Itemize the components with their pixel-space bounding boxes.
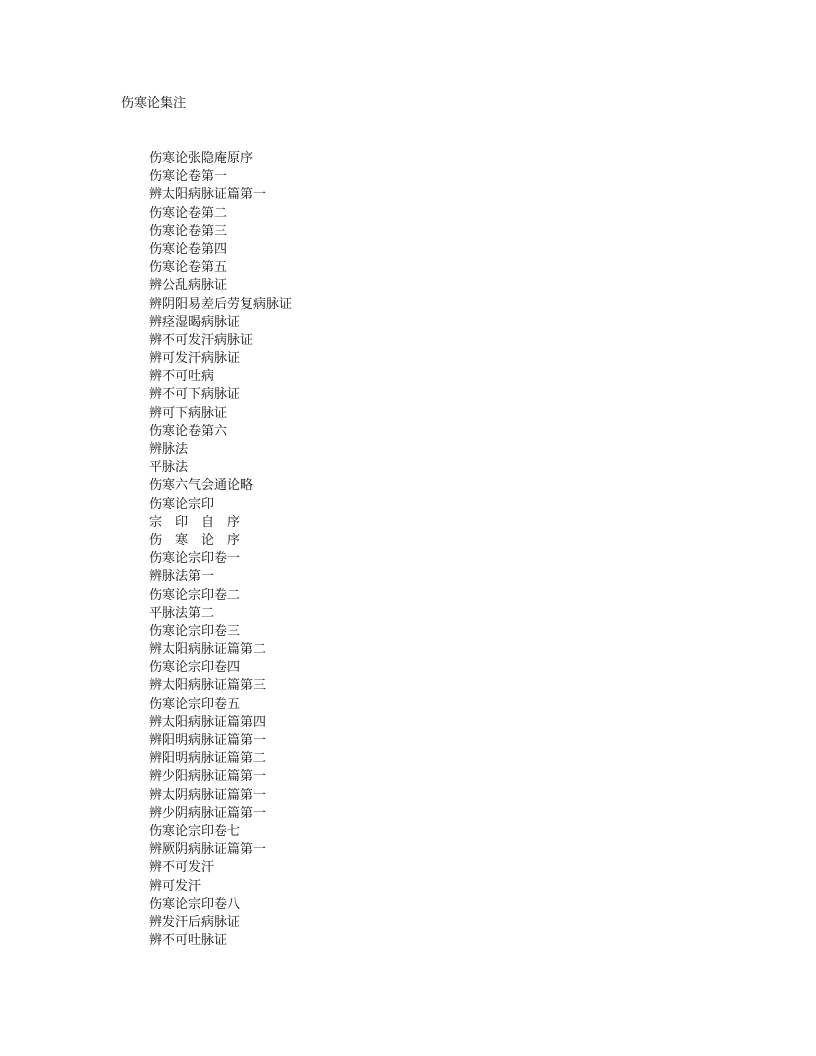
toc-item: 辨太阳病脉证篇第四 [149, 714, 267, 730]
toc-item: 辨不可吐脉证 [149, 933, 228, 949]
toc-item: 辨可发汗病脉证 [149, 351, 241, 367]
toc-item: 宗 印 自 序 [149, 514, 241, 530]
toc-item: 辨阴阳易差后劳复病脉证 [149, 296, 293, 312]
toc-item: 伤寒论宗印卷七 [149, 823, 241, 839]
toc-item: 平脉法 [149, 460, 189, 476]
toc-item: 伤 寒 论 序 [149, 532, 241, 548]
toc-item: 辨太阳病脉证篇第三 [149, 678, 267, 694]
toc-item: 伤寒论张隐庵原序 [149, 151, 254, 166]
toc-item: 伤寒论宗印卷四 [149, 660, 241, 676]
toc-item: 辨不可吐病 [149, 369, 215, 385]
toc-item: 伤寒论宗印 [149, 496, 215, 512]
toc-item: 辨脉法第一 [149, 569, 215, 585]
toc-item: 伤寒论卷第四 [149, 241, 228, 257]
toc-item: 伤寒论宗印卷五 [149, 696, 241, 712]
toc-item: 辨厥阴病脉证篇第一 [149, 842, 267, 858]
toc-item: 伤寒论宗印卷三 [149, 623, 241, 639]
toc-item: 平脉法第二 [149, 605, 215, 621]
toc-item: 伤寒六气会通论略 [149, 478, 254, 494]
document-title: 伤寒论集注 [121, 96, 187, 111]
toc-item: 伤寒论卷第一 [149, 169, 228, 185]
toc-item: 辨太阴病脉证篇第一 [149, 787, 267, 803]
toc-item: 辨不可发汗病脉证 [149, 332, 254, 348]
toc-item: 辨少阳病脉证篇第一 [149, 769, 267, 785]
table-of-contents [149, 150, 292, 950]
toc-item: 辨公乱病脉证 [149, 278, 228, 294]
toc-item: 伤寒论卷第六 [149, 423, 228, 439]
toc-item: 辨可发汗 [149, 878, 202, 894]
toc-item: 伤寒论卷第二 [149, 205, 228, 221]
toc-item: 伤寒论卷第三 [149, 223, 228, 239]
toc-item: 辨痉湿暍病脉证 [149, 314, 241, 330]
toc-item: 辨太阳病脉证篇第二 [149, 642, 267, 658]
toc-item: 辨不可发汗 [149, 860, 215, 876]
toc-item: 辨发汗后病脉证 [149, 914, 241, 930]
toc-item: 伤寒论宗印卷二 [149, 587, 241, 603]
toc-item: 辨阳明病脉证篇第一 [149, 733, 267, 748]
toc-item: 伤寒论宗印卷一 [149, 551, 241, 567]
toc-item: 辨不可下病脉证 [149, 387, 241, 403]
toc-item: 辨少阴病脉证篇第一 [149, 805, 267, 821]
toc-item: 伤寒论卷第五 [149, 260, 228, 276]
toc-item: 伤寒论宗印卷八 [149, 896, 241, 912]
toc-item: 辨可下病脉证 [149, 405, 228, 421]
toc-item: 辨太阳病脉证篇第一 [149, 187, 267, 203]
toc-item: 辨阳明病脉证篇第二 [149, 751, 267, 767]
toc-item: 辨脉法 [149, 442, 189, 457]
